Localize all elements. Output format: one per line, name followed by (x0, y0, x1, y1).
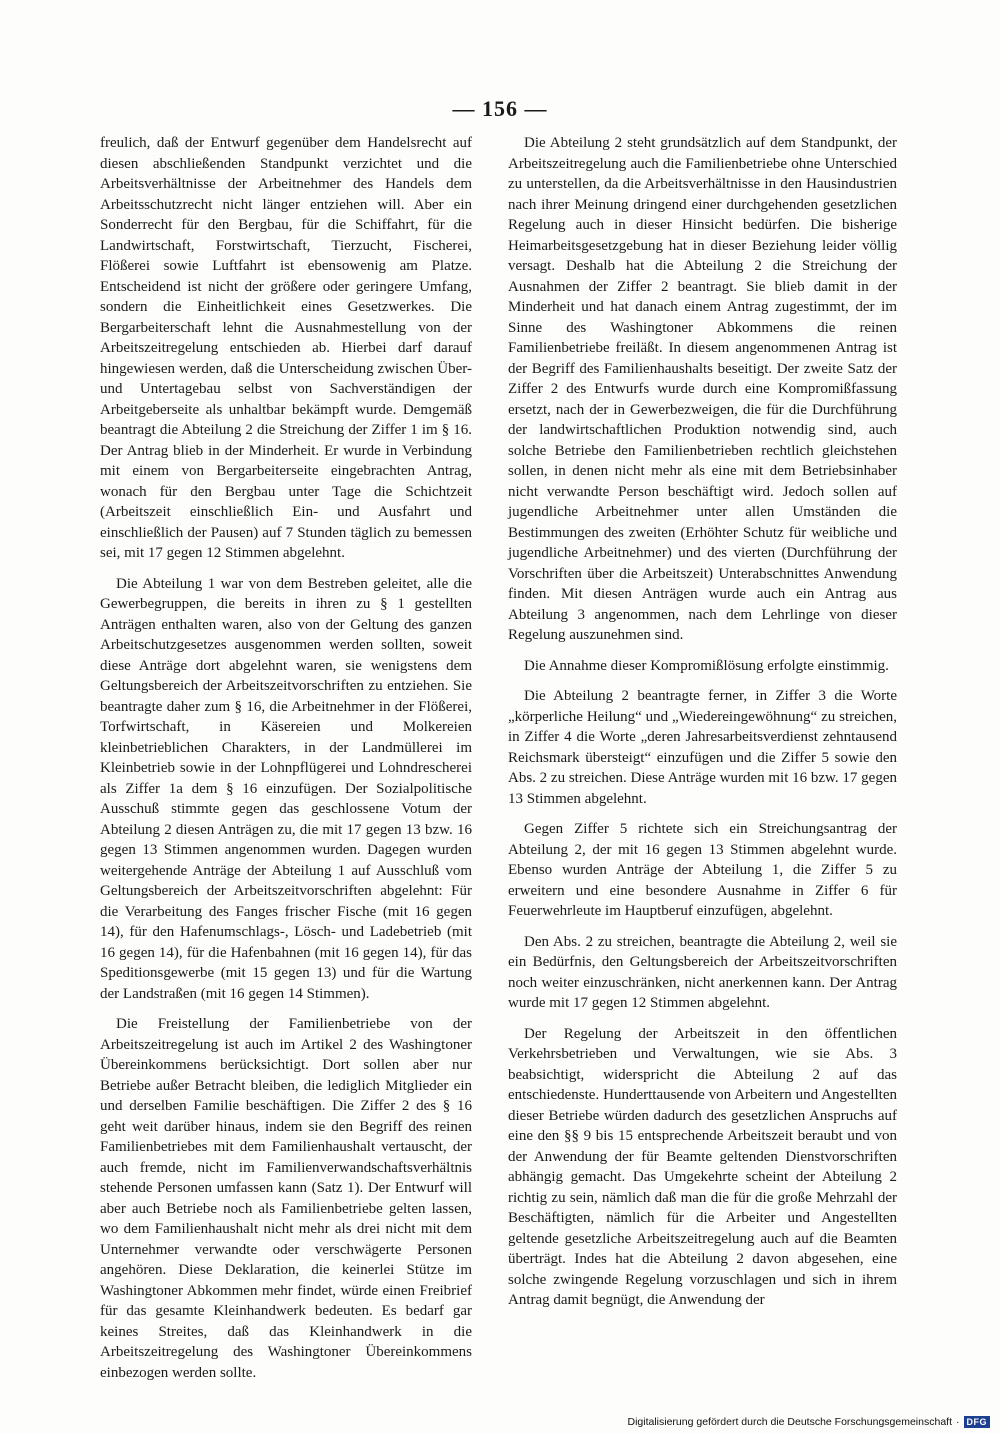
paragraph: Die Annahme dieser Kompromißlösung erfolgte einstimmig. (524, 657, 889, 674)
paragraph: Die Freistellung der Familienbetriebe von der Arbeitszeitregelung ist auch im Artikel 2 des Washingtoner Übereinkommens berücksichtigt. Dort sollen aber nur Betriebe außer Betracht bleiben, die lediglich Mitglieder ein und derselben Familie beschäftigen. Die Ziffer 2 des § 16 geht weit darüber hinaus, indem sie den Begriff des reinen Familienbetriebes mit dem Familienhaushalt vertauscht, der auch fremde, nicht im Familienverwandschaftsverhältnis stehende Personen umfassen kann (Satz 1). Der Entwurf will aber auch Betriebe noch als Familienbetriebe gelten lassen, wo dem Familienhaushalt nicht mehr als drei nicht mit dem Unternehmer verwandte oder verschwägerte Personen angehören. Diese Deklaration, die keinerlei Stütze im Washingtoner Abkommen mehr findet, würde einen Freibrief für das gesamte Kleinhandwerk bedeuten. Es bedarf gar keines Streites, daß das Kleinhandwerk in die Arbeitszeitregelung des Washingtoner Übereinkommens einbezogen werden sollte. (100, 1016, 472, 1381)
paragraph: Die Abteilung 1 war von dem Bestreben geleitet, alle die Gewerbegruppen, die bereits in ihren zu § 1 gestellten Anträgen enthalten waren, also von der Geltung des ganzen Arbeitschutzgesetzes ausgenommen werden sollten, soweit diese Anträge dort abgelehnt waren, sie wenigstens dem Geltungsbereich der Arbeitszeitvorschriften zu entziehen. Sie beantragte daher zum § 16, die Arbeitnehmer in der Flößerei, Torfwirtschaft, in Käsereien und Molkereien kleinbetrieblichen Charakters, in der Landmüllerei im Kleinbetrieb sowie in der Lohnpflügerei und Lohndrescherei als Ziffer 1a dem § 16 einzufügen. Der Sozialpolitische Ausschuß stimmte gegen das geschlossene Votum der Abteilung 2 diesen Anträgen zu, die mit 17 gegen 13 bzw. 16 gegen 13 Stimmen angenommen wurden. Dagegen wurden weitergehende Anträge der Abteilung 1 auf Ausschluß vom Geltungsbereich der Arbeitszeitvorschriften abgelehnt: Für die Verarbeitung des Fanges frischer Fische (mit 16 gegen 14), für den Hafenumschlags-, Lösch- und Ladebetrieb (mit 16 gegen 14), für die Hafenbahnen (mit 16 gegen 14), für das Speditionsgewerbe (mit 15 gegen 13) und für die Wartung der Landstraßen (mit 16 gegen 14 Stimmen). (100, 575, 472, 1002)
paragraph: Die Abteilung 2 steht grundsätzlich auf dem Standpunkt, der Arbeitszeitregelung auch die Familienbetriebe ohne Unterschied zu unterstellen, da die Arbeitsverhältnisse in den Hausindustrien nach ihrer Meinung dringend einer durchgehenden gesetzlichen Regelung auch in dieser Hinsicht bedürfen. Die bisherige Heimarbeitsgesetzgebung hat in dieser Beziehung leider völlig versagt. Deshalb hat die Abteilung 2 die Streichung der Ausnahmen der Ziffer 2 beantragt. Sie blieb damit in der Minderheit und hat danach einem Antrag zugestimmt, der im Sinne des Washingtoner Abkommens die reinen Familienbetriebe freiläßt. In diesem angenommenen Antrag ist der Begriff des Familienhaushalts beseitigt. Der zweite Satz der Ziffer 2 des Entwurfs wurde durch eine Kompromißfassung ersetzt, nach der in Gewerbezweigen, die für die Durchführung der landwirtschaftlichen Produktion notwendig sind, auch solche Betriebe den Familienbetrieben rechtlich gleichstehen sollen, in denen nicht mehr als eine mit dem Betriebsinhaber nicht verwandte Person beschäftigt wird. Jedoch sollen auf jugendliche Arbeitnehmer unter allen Umständen die Bestimmungen des zweiten (Erhöhter Schutz für weibliche und jugendliche Arbeitnehmer) und des vierten (Durchführung der Vorschriften über die Arbeitszeit) Unterabschnittes Anwendung finden. Mit diesen Anträgen wurde auch ein Antrag aus Abteilung 3 angenommen, nach dem Lehrlinge von dieser Regelung auszunehmen sind. (508, 135, 897, 643)
paragraph: Der Regelung der Arbeitszeit in den öffentlichen Verkehrsbetrieben und Verwaltungen, wie sie Abs. 3 beabsichtigt, widerspricht die Abteilung 2 auf das entschiedenste. Hunderttausende von Arbeitern und Angestellten dieser Betriebe würden dadurch des gesetzlichen Anspruchs auf eine den §§ 9 bis 15 entsprechende Arbeitszeit beraubt und von der Anwendung der für Beamte geltenden Dienstvorschriften abhängig gemacht. Das Umgekehrte scheint der Abteilung 2 richtig zu sein, nämlich daß man die für die große Mehrzahl der Beschäftigten, nämlich für die Arbeiter und Angestellten geltende gesetzliche Arbeitszeitregelung auch auf die Beamten überträgt. Indes hat die Abteilung 2 davon abgesehen, eine solche zwingende Regelung vorzuschlagen und sich in ihrem Antrag damit begnügt, die Anwendung der (508, 1025, 897, 1308)
footer-separator: · (956, 1416, 960, 1428)
footer-text: Digitalisierung gefördert durch die Deutsche Forschungsgemeinschaft (627, 1416, 952, 1428)
dfg-logo: DFG (964, 1416, 991, 1428)
paragraph: Den Abs. 2 zu streichen, beantragte die Abteilung 2, weil sie ein Bedürfnis, den Geltungsbereich der Arbeitszeitvorschriften noch weiter einzuschränken, nicht anerkennen kann. Der Antrag wurde mit 17 gegen 12 Stimmen abgelehnt. (508, 933, 897, 1011)
right-column (508, 133, 897, 1321)
page-number: — 156 — (452, 96, 548, 121)
paragraph: Die Abteilung 2 beantragte ferner, in Ziffer 3 die Worte „körperliche Heilung“ und „Wiedereingewöhnung“ zu streichen, in Ziffer 4 die Worte „deren Jahresarbeitsverdienst zehntausend Reichsmark übersteigt“ einzufügen und die Ziffer 5 sowie den Abs. 2 zu streichen. Diese Anträge wurden mit 16 bzw. 17 gegen 13 Stimmen abgelehnt. (508, 688, 897, 807)
paragraph: Gegen Ziffer 5 richtete sich ein Streichungsantrag der Abteilung 2, der mit 16 gegen 13 Stimmen abgelehnt wurde. Ebenso wurden Anträge der Abteilung 1, die Ziffer 5 zu erweitern und eine besondere Ausnahme in Ziffer 6 für Feuerwehrleute im Hauptberuf einzufügen, abgelehnt. (508, 821, 897, 919)
footer-credit (627, 1416, 990, 1428)
paragraph: freulich, daß der Entwurf gegenüber dem Handelsrecht auf diesen abschließenden Standpunkt verzichtet und die Arbeitsverhältnisse der Arbeitnehmer des Handels dem Arbeitsschutzrecht nicht länger entziehen will. Aber ein Sonderrecht für den Bergbau, für die Schiffahrt, für die Landwirtschaft, Forstwirtschaft, Tierzucht, Fischerei, Flößerei sowie Luftfahrt ist ebensowenig am Platze. Entscheidend ist nicht der größere oder geringere Umfang, sondern die Einheitlichkeit eines Gesetzwerkes. Die Bergarbeiterschaft lehnt die Ausnahmestellung von der Arbeitszeitregelung entschieden ab. Hierbei darf darauf hingewiesen werden, daß die Unterscheidung zwischen Über- und Untertagebau selbst von Sachverständigen der Arbeitgeberseite als unhaltbar bekämpft wurde. Demgemäß beantragt die Abteilung 2 die Streichung der Ziffer 1 im § 16. Der Antrag blieb in der Minderheit. Er wurde in Verbindung mit einem von Bergarbeiterseite eingebrachten Antrag, wonach für den Bergbau unter Tage die Schichtzeit (Arbeitszeit einschließlich Ein- und Ausfahrt und einschließlich der Pausen) auf 7 Stunden täglich zu bemessen sei, mit 17 gegen 12 Stimmen abgelehnt. (100, 135, 472, 561)
left-column (100, 133, 472, 1393)
